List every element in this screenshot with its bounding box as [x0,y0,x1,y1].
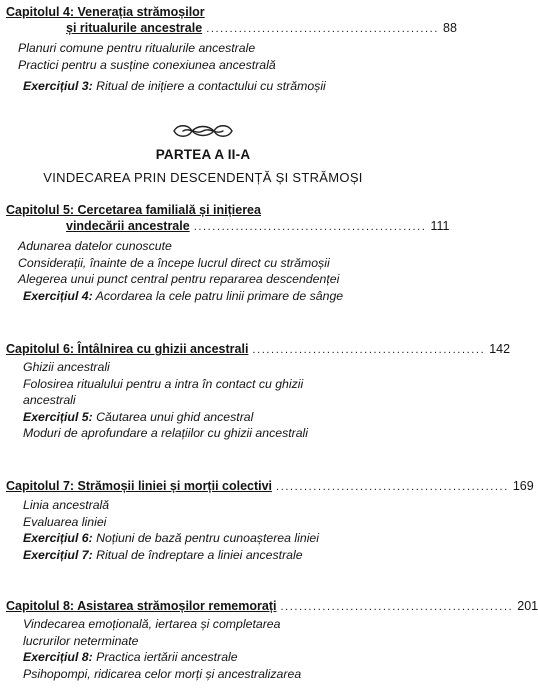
toc-exercise[interactable] [18,649,402,666]
exercise-text: Ritual de îndreptare a liniei ancestrale [92,547,303,562]
toc-section[interactable]: Alegerea unui punct central pentru repararea descendenței [18,272,340,286]
flourish-ornament-icon [170,121,236,141]
exercise-label: Exercițiul 7: [23,547,93,562]
exercise-text: Acordarea la cele patru linii primare de sânge [92,288,344,303]
page-number: 142 [489,342,511,356]
exercise-label: Exercițiul 5: [23,409,93,424]
toc-section[interactable]: Ghizii ancestrali [23,360,110,374]
chapter-title-line: Capitolul 8: Asistarea strămoșilor rememorați [6,599,277,613]
exercise-text: Practica iertării ancestrale [92,650,238,664]
toc-exercise[interactable] [18,547,402,564]
toc-section[interactable]: Folosirea ritualului pentru a intra în contact cu ghizii [23,376,304,391]
toc-section[interactable]: Adunarea datelor cunoscute [18,239,172,253]
dot-leader: .................................................. [252,344,486,356]
chapter-5-items [18,238,402,304]
chapter-8-items [18,616,402,682]
dot-leader: .................................................. [206,23,439,35]
page-number: 88 [443,21,457,35]
toc-section-continued[interactable]: lucrurilor neterminate [23,633,139,648]
chapter-title-line: Capitolul 6: Întâlnirea cu ghizii ancestrali [6,342,249,356]
toc-section[interactable]: Psihopompi, ridicarea celor morți și ancestralizarea [23,666,302,681]
toc-section[interactable]: Linia ancestrală [23,498,110,512]
chapter-title-line: vindecării ancestrale [66,219,190,233]
toc-exercise[interactable] [18,288,402,305]
toc-section[interactable]: Vindecarea emoțională, iertarea și completarea [23,617,281,631]
toc-section[interactable]: Planuri comune pentru ritualurile ancestrale [18,41,256,55]
dot-leader: .................................................. [193,221,427,233]
toc-exercise[interactable] [18,409,402,426]
exercise-label: Exercițiul 4: [23,288,93,303]
chapter-6-heading[interactable] [6,341,511,358]
page-number: 201 [517,599,538,613]
page-number: 169 [512,479,534,493]
part-title: PARTEA A II-A [155,147,251,162]
toc-exercise[interactable] [18,78,402,95]
dot-leader: .................................................. [280,601,514,613]
toc-section-continued[interactable]: ancestrali [23,393,76,407]
chapter-title-line: și ritualurile ancestrale [66,21,203,35]
chapter-7-items [18,497,402,563]
exercise-label: Exercițiul 3: [23,79,93,93]
chapter-6-items [18,359,402,442]
chapter-title-line: Capitolul 7: Strămoșii liniei și morții colectivi [6,479,273,493]
chapter-7-heading[interactable] [6,478,534,495]
exercise-text: Noțiuni de bază pentru cunoașterea liniei [92,531,319,545]
exercise-label: Exercițiul 6: [23,531,93,545]
exercise-text: Ritual de inițiere a contactului cu strămoșii [92,79,326,93]
exercise-text: Căutarea unui ghid ancestral [92,409,254,424]
toc-section[interactable]: Practici pentru a susține conexiunea ancestrală [18,57,276,72]
toc-section[interactable]: Considerații, înainte de a începe lucrul direct cu strămoșii [18,255,330,270]
chapter-title-line: Capitolul 4: Venerația strămoșilor [6,5,205,19]
toc-section[interactable]: Moduri de aprofundare a relațiilor cu ghizii ancestrali [23,426,309,440]
part-subtitle: VINDECAREA PRIN DESCENDENȚĂ ȘI STRĂMOȘI [43,170,363,185]
chapter-4-items [18,40,402,95]
chapter-5-heading[interactable] [6,202,450,235]
toc-exercise[interactable] [18,530,402,547]
dot-leader: .................................................. [276,481,509,493]
page-number: 111 [430,219,450,233]
toc-section[interactable]: Evaluarea liniei [23,514,107,529]
exercise-label: Exercițiul 8: [23,650,93,664]
chapter-4-heading[interactable] [6,4,457,37]
chapter-title-line: Capitolul 5: Cercetarea familială și inițierea [6,203,261,217]
chapter-8-heading[interactable] [6,598,538,615]
